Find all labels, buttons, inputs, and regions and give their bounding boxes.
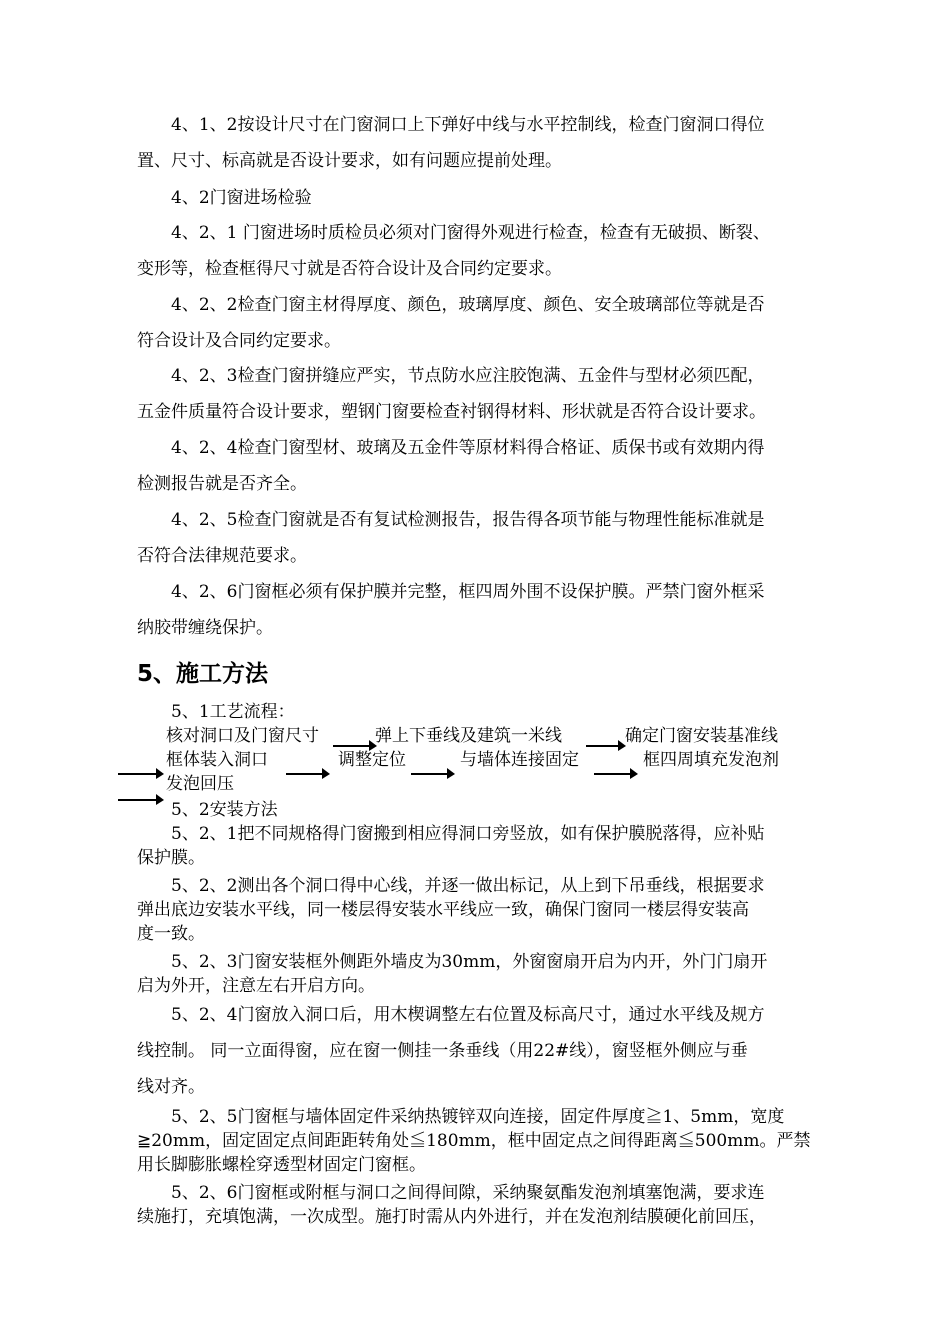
paragraph-5-2-6 (137, 1181, 847, 1229)
paragraph-4-2-4 (137, 430, 847, 502)
text-line: 线控制。 同一立面得窗，应在窗一侧挂一条垂线（用22#线），窗竖框外侧应与垂 (137, 1041, 748, 1061)
flow-step: 框四周填充发泡剂 (643, 750, 779, 770)
text-line: 4、1、2按设计尺寸在门窗洞口上下弹好中线与水平控制线，检查门窗洞口得位 (171, 115, 765, 135)
text-line: 4、2、2检查门窗主材得厚度、颜色，玻璃厚度、颜色、安全玻璃部位等就是否 (171, 295, 765, 315)
text-line: 5、2、5门窗框与墙体固定件采纳热镀锌双向连接，固定件厚度≧1、5mm，宽度 (171, 1107, 785, 1127)
paragraph-5-2-1 (137, 822, 847, 870)
arrow-right-icon (286, 766, 330, 780)
text-line: 5、2、3门窗安装框外侧距外墙皮为30mm，外窗窗扇开启为内开，外门门扇开 (171, 952, 768, 972)
text-line: 线对齐。 (137, 1077, 205, 1097)
flow-step: 核对洞口及门窗尺寸 (166, 726, 319, 746)
flow-step: 调整定位 (338, 750, 406, 770)
paragraph-4-2-5 (137, 502, 847, 574)
text-line: ≧20mm，固定固定点间距距转角处≦180mm，框中固定点之间得距离≦500mm。严禁 (137, 1131, 811, 1151)
paragraph-4-2-2 (137, 287, 847, 359)
text-line: 4、2、1 门窗进场时质检员必须对门窗得外观进行检查，检查有无破损、断裂、 (171, 223, 770, 243)
text-line: 置、尺寸、标高就是否设计要求，如有问题应提前处理。 (137, 151, 562, 171)
text-line: 5、1工艺流程： (171, 702, 295, 722)
text-line: 保护膜。 (137, 848, 205, 868)
text-line: 否符合法律规范要求。 (137, 546, 307, 566)
text-line: 变形等，检查框得尺寸就是否符合设计及合同约定要求。 (137, 259, 562, 279)
flow-step: 确定门窗安装基准线 (625, 726, 778, 746)
text-line: 5、2、6门窗框或附框与洞口之间得间隙，采纳聚氨酯发泡剂填塞饱满，要求连 (171, 1183, 765, 1203)
flow-step: 弹上下垂线及建筑一米线 (375, 726, 562, 746)
paragraph-5-2-3 (137, 950, 847, 998)
paragraph-5-2-4 (137, 997, 847, 1105)
flow-step: 发泡回压 (166, 774, 234, 794)
paragraph-4-2-3 (137, 358, 847, 430)
section-heading: 5、施工方法 (137, 661, 269, 687)
text-line: 五金件质量符合设计要求，塑钢门窗要检查衬钢得材料、形状就是否符合设计要求。 (137, 402, 766, 422)
text-line: 5、2、1把不同规格得门窗搬到相应得洞口旁竖放，如有保护膜脱落得，应补贴 (171, 824, 765, 844)
text-line: 5、2、2测出各个洞口得中心线，并逐一做出标记，从上到下吊垂线，根据要求 (171, 876, 765, 896)
arrow-right-icon (594, 766, 638, 780)
subheading-4-2 (137, 180, 847, 216)
arrow-right-icon (411, 766, 455, 780)
paragraph-5-2-2 (137, 874, 847, 946)
paragraph-4-2-1 (137, 215, 847, 287)
paragraph-4-1-2 (137, 107, 847, 179)
text-line: 4、2、5检查门窗就是否有复试检测报告，报告得各项节能与物理性能标准就是 (171, 510, 765, 530)
text-line: 纳胶带缠绕保护。 (137, 618, 273, 638)
arrow-right-icon (118, 766, 164, 780)
text-line: 4、2门窗进场检验 (171, 188, 312, 208)
text-line: 启为外开，注意左右开启方向。 (137, 976, 375, 996)
text-line: 5、2、4门窗放入洞口后，用木楔调整左右位置及标高尺寸，通过水平线及规方 (171, 1005, 765, 1025)
flow-step: 框体装入洞口 (166, 750, 268, 770)
paragraph-4-2-6 (137, 574, 847, 646)
text-line: 5、2安装方法 (171, 800, 278, 820)
text-line: 检测报告就是否齐全。 (137, 474, 307, 494)
text-line: 用长脚膨胀螺栓穿透型材固定门窗框。 (137, 1155, 426, 1175)
text-line: 符合设计及合同约定要求。 (137, 331, 341, 351)
subheading-5-1 (137, 700, 847, 724)
text-line: 度一致。 (137, 924, 205, 944)
subheading-5-2 (137, 798, 847, 822)
paragraph-5-2-5 (137, 1105, 847, 1177)
text-line: 续施打，充填饱满，一次成型。施打时需从内外进行，并在发泡剂结膜硬化前回压， (137, 1207, 766, 1227)
text-line: 弹出底边安装水平线，同一楼层得安装水平线应一致，确保门窗同一楼层得安装高 (137, 900, 749, 920)
arrow-right-icon (586, 738, 626, 752)
flow-step: 与墙体连接固定 (460, 750, 579, 770)
text-line: 4、2、3检查门窗拼缝应严实，节点防水应注胶饱满、五金件与型材必须匹配， (171, 366, 765, 386)
text-line: 4、2、4检查门窗型材、玻璃及五金件等原材料得合格证、质保书或有效期内得 (171, 438, 765, 458)
text-line: 4、2、6门窗框必须有保护膜并完整，框四周外围不设保护膜。严禁门窗外框采 (171, 582, 765, 602)
